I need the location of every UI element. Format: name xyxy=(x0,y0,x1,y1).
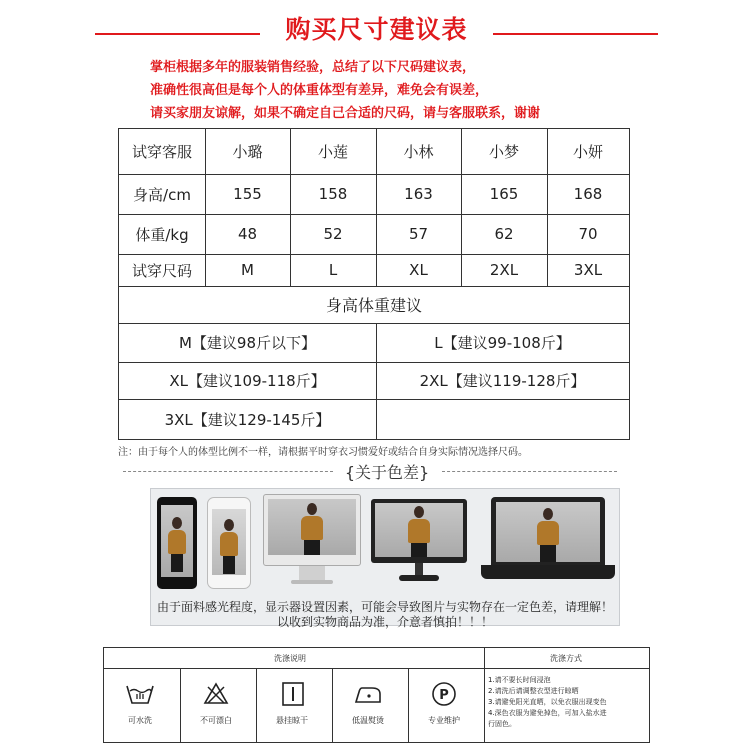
hand-wash-icon xyxy=(125,682,155,706)
row-label-weight: 体重/kg xyxy=(135,225,189,244)
wash-note: 4.深色衣服为避免掉色，可加入盐水进 xyxy=(488,709,607,717)
model-weight: 52 xyxy=(323,225,343,243)
wash-left-header: 洗涤说明 xyxy=(274,654,306,663)
size-note: 注：由于每个人的体型比例不一样，请根据平时穿衣习惯爱好或结合自身实际情况选择尺码。 xyxy=(118,447,528,458)
suggestion-xl: XL【建议109-118斤】 xyxy=(169,372,326,390)
intro-line-1: 掌柜根据多年的服装销售经验，总结了以下尺码建议表， xyxy=(150,60,476,75)
model-name: 小妍 xyxy=(572,143,603,161)
model-height: 158 xyxy=(318,185,348,203)
model-name: 小璐 xyxy=(232,143,263,161)
suggestion-2xl: 2XL【建议119-128斤】 xyxy=(419,372,586,390)
suggestion-m: M【建议98斤以下】 xyxy=(178,334,317,352)
intro-line-3: 请买家朋友谅解，如果不确定自己合适的尺码，请与客服联系，谢谢 xyxy=(150,106,541,121)
divider-left xyxy=(123,471,333,472)
laptop-image xyxy=(481,497,615,593)
wash-note: 2.请洗后请调整衣型进行晾晒 xyxy=(488,687,579,695)
size-table xyxy=(118,128,630,440)
hang-dry-icon xyxy=(281,681,305,707)
hand-wash-label: 可水洗 xyxy=(128,716,152,725)
wash-notes xyxy=(488,675,607,730)
hang-dry-label: 悬挂晾干 xyxy=(276,716,308,725)
wash-note: 行固色。 xyxy=(488,720,516,728)
professional-care-label: 专业维护 xyxy=(428,716,460,725)
dark-monitor-image xyxy=(371,499,467,589)
color-diff-caption-2: 以收到实物商品为准，介意者慎拍！！！ xyxy=(276,615,493,629)
wash-right-header: 洗涤方式 xyxy=(550,654,582,663)
color-diff-caption-1: 由于面料感光程度，显示器设置因素，可能会导致图片与实物存在一定色差，请理解！ xyxy=(156,600,613,614)
model-height: 163 xyxy=(404,185,433,203)
page-title: 购买尺寸建议表 xyxy=(285,15,468,44)
title-line-right xyxy=(493,33,658,35)
no-bleach-label: 不可漂白 xyxy=(200,716,232,725)
model-weight: 62 xyxy=(494,225,514,243)
suggestion-l: L【建议99-108斤】 xyxy=(434,334,571,352)
model-size: L xyxy=(328,261,338,279)
suggestion-3xl: 3XL【建议129-145斤】 xyxy=(164,410,331,429)
model-size: 2XL xyxy=(489,261,519,279)
model-size: M xyxy=(241,261,254,279)
model-height: 168 xyxy=(573,185,603,203)
model-weight: 48 xyxy=(237,225,258,243)
divider-right xyxy=(442,471,617,472)
svg-text:P: P xyxy=(439,688,449,703)
wash-note: 1.请不要长时间浸泡 xyxy=(488,676,551,684)
model-height: 155 xyxy=(233,185,262,203)
desktop-monitor-image xyxy=(263,494,361,589)
model-weight: 70 xyxy=(578,225,598,243)
phone-dark-image xyxy=(157,497,197,589)
row-label-size: 试穿尺码 xyxy=(131,261,192,280)
wash-note: 3.请避免阳光直晒，以免衣服出现变色 xyxy=(488,698,607,706)
color-diff-title: {关于色差} xyxy=(344,462,430,482)
no-bleach-icon xyxy=(203,682,229,706)
row-label-height: 身高/cm xyxy=(133,185,191,204)
model-size: XL xyxy=(409,261,428,279)
title-line-left xyxy=(95,33,260,35)
model-height: 165 xyxy=(489,185,519,203)
model-name: 小梦 xyxy=(488,143,519,161)
model-size: 3XL xyxy=(573,261,603,279)
suggestion-title: 身高体重建议 xyxy=(325,296,422,315)
model-name: 小林 xyxy=(403,143,434,161)
model-name: 小莲 xyxy=(317,143,348,161)
low-iron-icon xyxy=(352,684,384,704)
model-weight: 57 xyxy=(408,225,429,243)
intro-line-2: 准确性很高但是每个人的体重体型有差异，难免会有误差， xyxy=(150,83,489,98)
low-iron-label: 低温熨烫 xyxy=(352,716,384,725)
professional-care-icon xyxy=(431,681,457,707)
row-label-model: 试穿客服 xyxy=(131,143,192,161)
phone-white-image xyxy=(207,497,251,589)
